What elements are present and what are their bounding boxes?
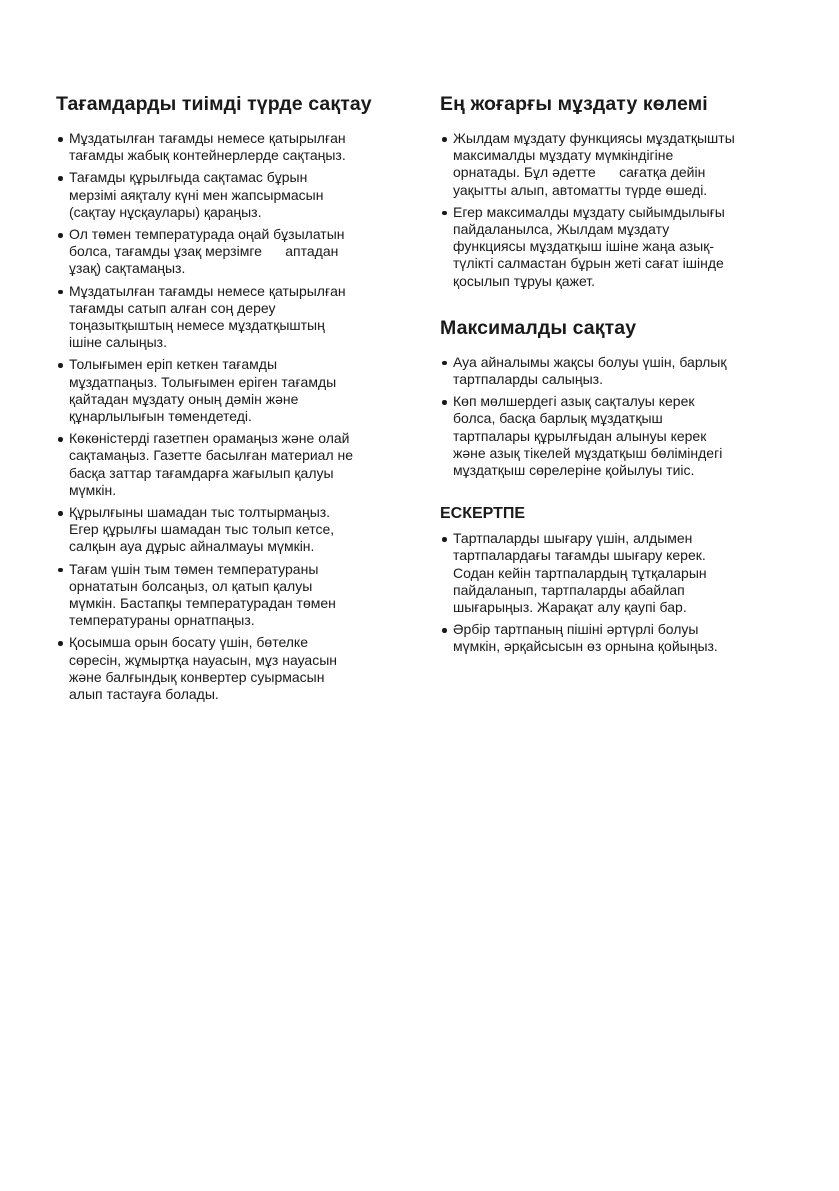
list-item: Қосымша орын босату үшін, бөтелке сөресін, жұмыртқа науасын, мұз науасын және балғындық конвертер суырмасын алып тастауға болады. [56,634,402,703]
left-column [56,92,402,708]
max-freezing-list [440,130,786,290]
heading-note: ЕСКЕРТПЕ [440,505,526,523]
section-max-freezing [440,92,786,290]
heading-max-storage: Максималды сақтау [440,316,637,339]
right-column [440,92,786,684]
list-item: Егер максималды мұздату сыйымдылығы пайдаланылса, Жылдам мұздату функциясы мұздатқыш ішіне жаңа азық- түлікті салмастан бұрын жеті сағат ішінде қосылып тұруы қажет. [440,204,786,290]
list-item: Көкөністерді газетпен орамаңыз және олай сақтамаңыз. Газетте басылған материал не басқа заттар тағамдарға жағылып қалуы мүмкін. [56,430,402,499]
section-note [440,504,786,655]
max-storage-list [440,354,786,479]
heading-efficient-storage: Тағамдарды тиімді түрде сақтау [56,93,372,115]
list-item: Толығымен еріп кеткен тағамды мұздатпаңыз. Толығымен еріген тағамды қайтадан мұздату оның дәмін және құнарлылығын төмендетеді. [56,356,402,425]
list-item: Ауа айналымы жақсы болуы үшін, барлық тартпаларды салыңыз. [440,354,786,388]
heading-max-freezing: Ең жоғарғы мұздату көлемі [440,93,708,115]
list-item: Көп мөлшердегі азық сақталуы керек болса, басқа барлық мұздатқыш тартпалары құрылғыдан алынуы керек және азық тікелей мұздатқыш бөліміндегі мұздатқыш сөрелеріне қойылуы тиіс. [440,393,786,479]
list-item: Мұздатылған тағамды немесе қатырылған тағамды сатып алған соң дереу тоңазытқыштың немесе мұздатқыштың ішіне салыңыз. [56,283,402,352]
list-item: Тағамды құрылғыда сақтамас бұрын мерзімі аяқталу күні мен жапсырмасын (сақтау нұсқаулары) қараңыз. [56,169,402,221]
efficient-storage-list [56,130,402,703]
section-max-storage [440,316,786,479]
list-item: Ол төмен температурада оңай бұзылатын болса, тағамды ұзақ мерзімге аптадан ұзақ) сақтамаңыз. [56,226,402,278]
list-item: Мұздатылған тағамды немесе қатырылған тағамды жабық контейнерлерде сақтаңыз. [56,130,402,164]
list-item: Тартпаларды шығару үшін, алдымен тартпалардағы тағамды шығару керек. Содан кейін тартпалардың тұтқаларын пайдаланып, тартпаларды абайлап шығарыңыз. Жарақат алу қаупі бар. [440,530,786,616]
list-item: Құрылғыны шамадан тыс толтырмаңыз. Егер құрылғы шамадан тыс толып кетсе, салқын ауа дұрыс айналмауы мүмкін. [56,504,402,556]
list-item: Тағам үшін тым төмен температураны орнататын болсаңыз, ол қатып қалуы мүмкін. Бастапқы температурадан төмен температураны орнатпаңыз. [56,561,402,630]
list-item: Жылдам мұздату функциясы мұздатқышты максималды мұздату мүмкіндігіне орнатады. Бұл әдетте сағатқа дейін уақытты алып, автоматты түрде өшеді. [440,130,786,199]
note-list [440,530,786,655]
list-item: Әрбір тартпаның пішіні әртүрлі болуы мүмкін, әрқайсысын өз орнына қойыңыз. [440,621,786,655]
